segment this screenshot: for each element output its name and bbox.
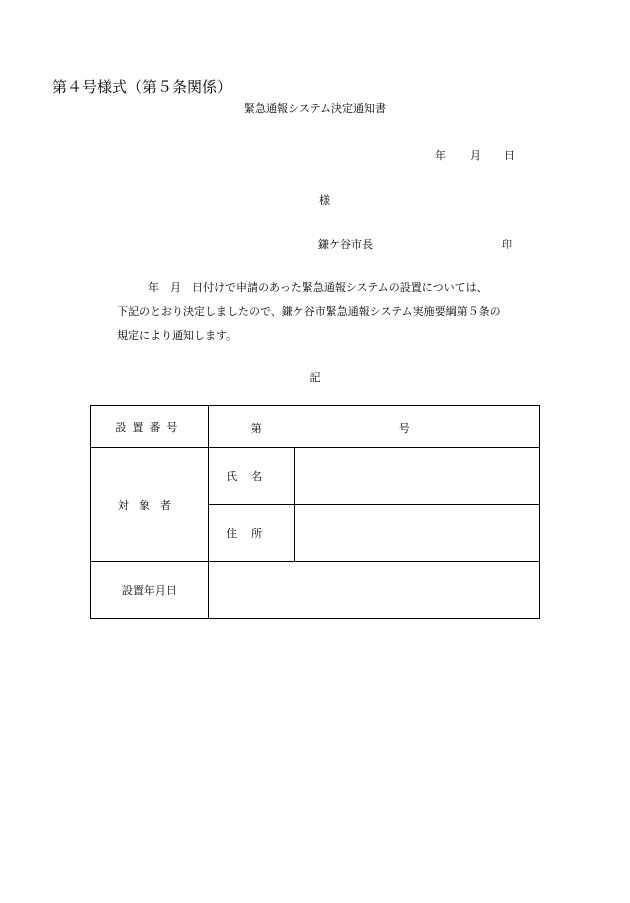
date-month-label: 月 bbox=[470, 149, 481, 162]
name-label: 氏名 bbox=[208, 448, 294, 505]
name-value-cell[interactable] bbox=[294, 448, 539, 505]
seal-mark: 印 bbox=[502, 240, 512, 251]
body-line-3: 規定により通知します。 bbox=[117, 329, 238, 342]
body-line-2: 下記のとおり決定しましたので、鎌ケ谷市緊急通報システム実施要綱第５条の bbox=[117, 305, 501, 318]
details-table bbox=[90, 405, 540, 619]
subject-label: 対象者 bbox=[91, 448, 209, 562]
issuer-name: 鎌ケ谷市長 bbox=[318, 238, 373, 251]
install-number-cell[interactable] bbox=[208, 406, 539, 448]
ki-heading: 記 bbox=[309, 371, 321, 384]
install-number-label: 設置番号 bbox=[91, 406, 209, 448]
install-number-dai: 第 bbox=[250, 422, 262, 435]
form-number: 第４号様式（第５条関係） bbox=[52, 78, 233, 96]
notification-body bbox=[117, 276, 501, 348]
date-day-label: 日 bbox=[504, 149, 515, 162]
addressee-honorific: 様 bbox=[319, 194, 330, 207]
address-value-cell[interactable] bbox=[294, 505, 539, 562]
install-date-label: 設置年月日 bbox=[91, 562, 209, 619]
address-label: 住所 bbox=[208, 505, 294, 562]
install-date-value-cell[interactable] bbox=[208, 562, 539, 619]
table-row-install-date bbox=[91, 562, 540, 619]
table-row-name bbox=[91, 448, 540, 505]
table-row-install-number bbox=[91, 406, 540, 448]
date-year-label: 年 bbox=[435, 149, 446, 162]
body-line-1: 年 月 日付けで申請のあった緊急通報システムの設置については、 bbox=[148, 281, 488, 294]
install-number-go: 号 bbox=[398, 422, 410, 435]
document-title: 緊急通報システム決定通知書 bbox=[244, 102, 386, 115]
